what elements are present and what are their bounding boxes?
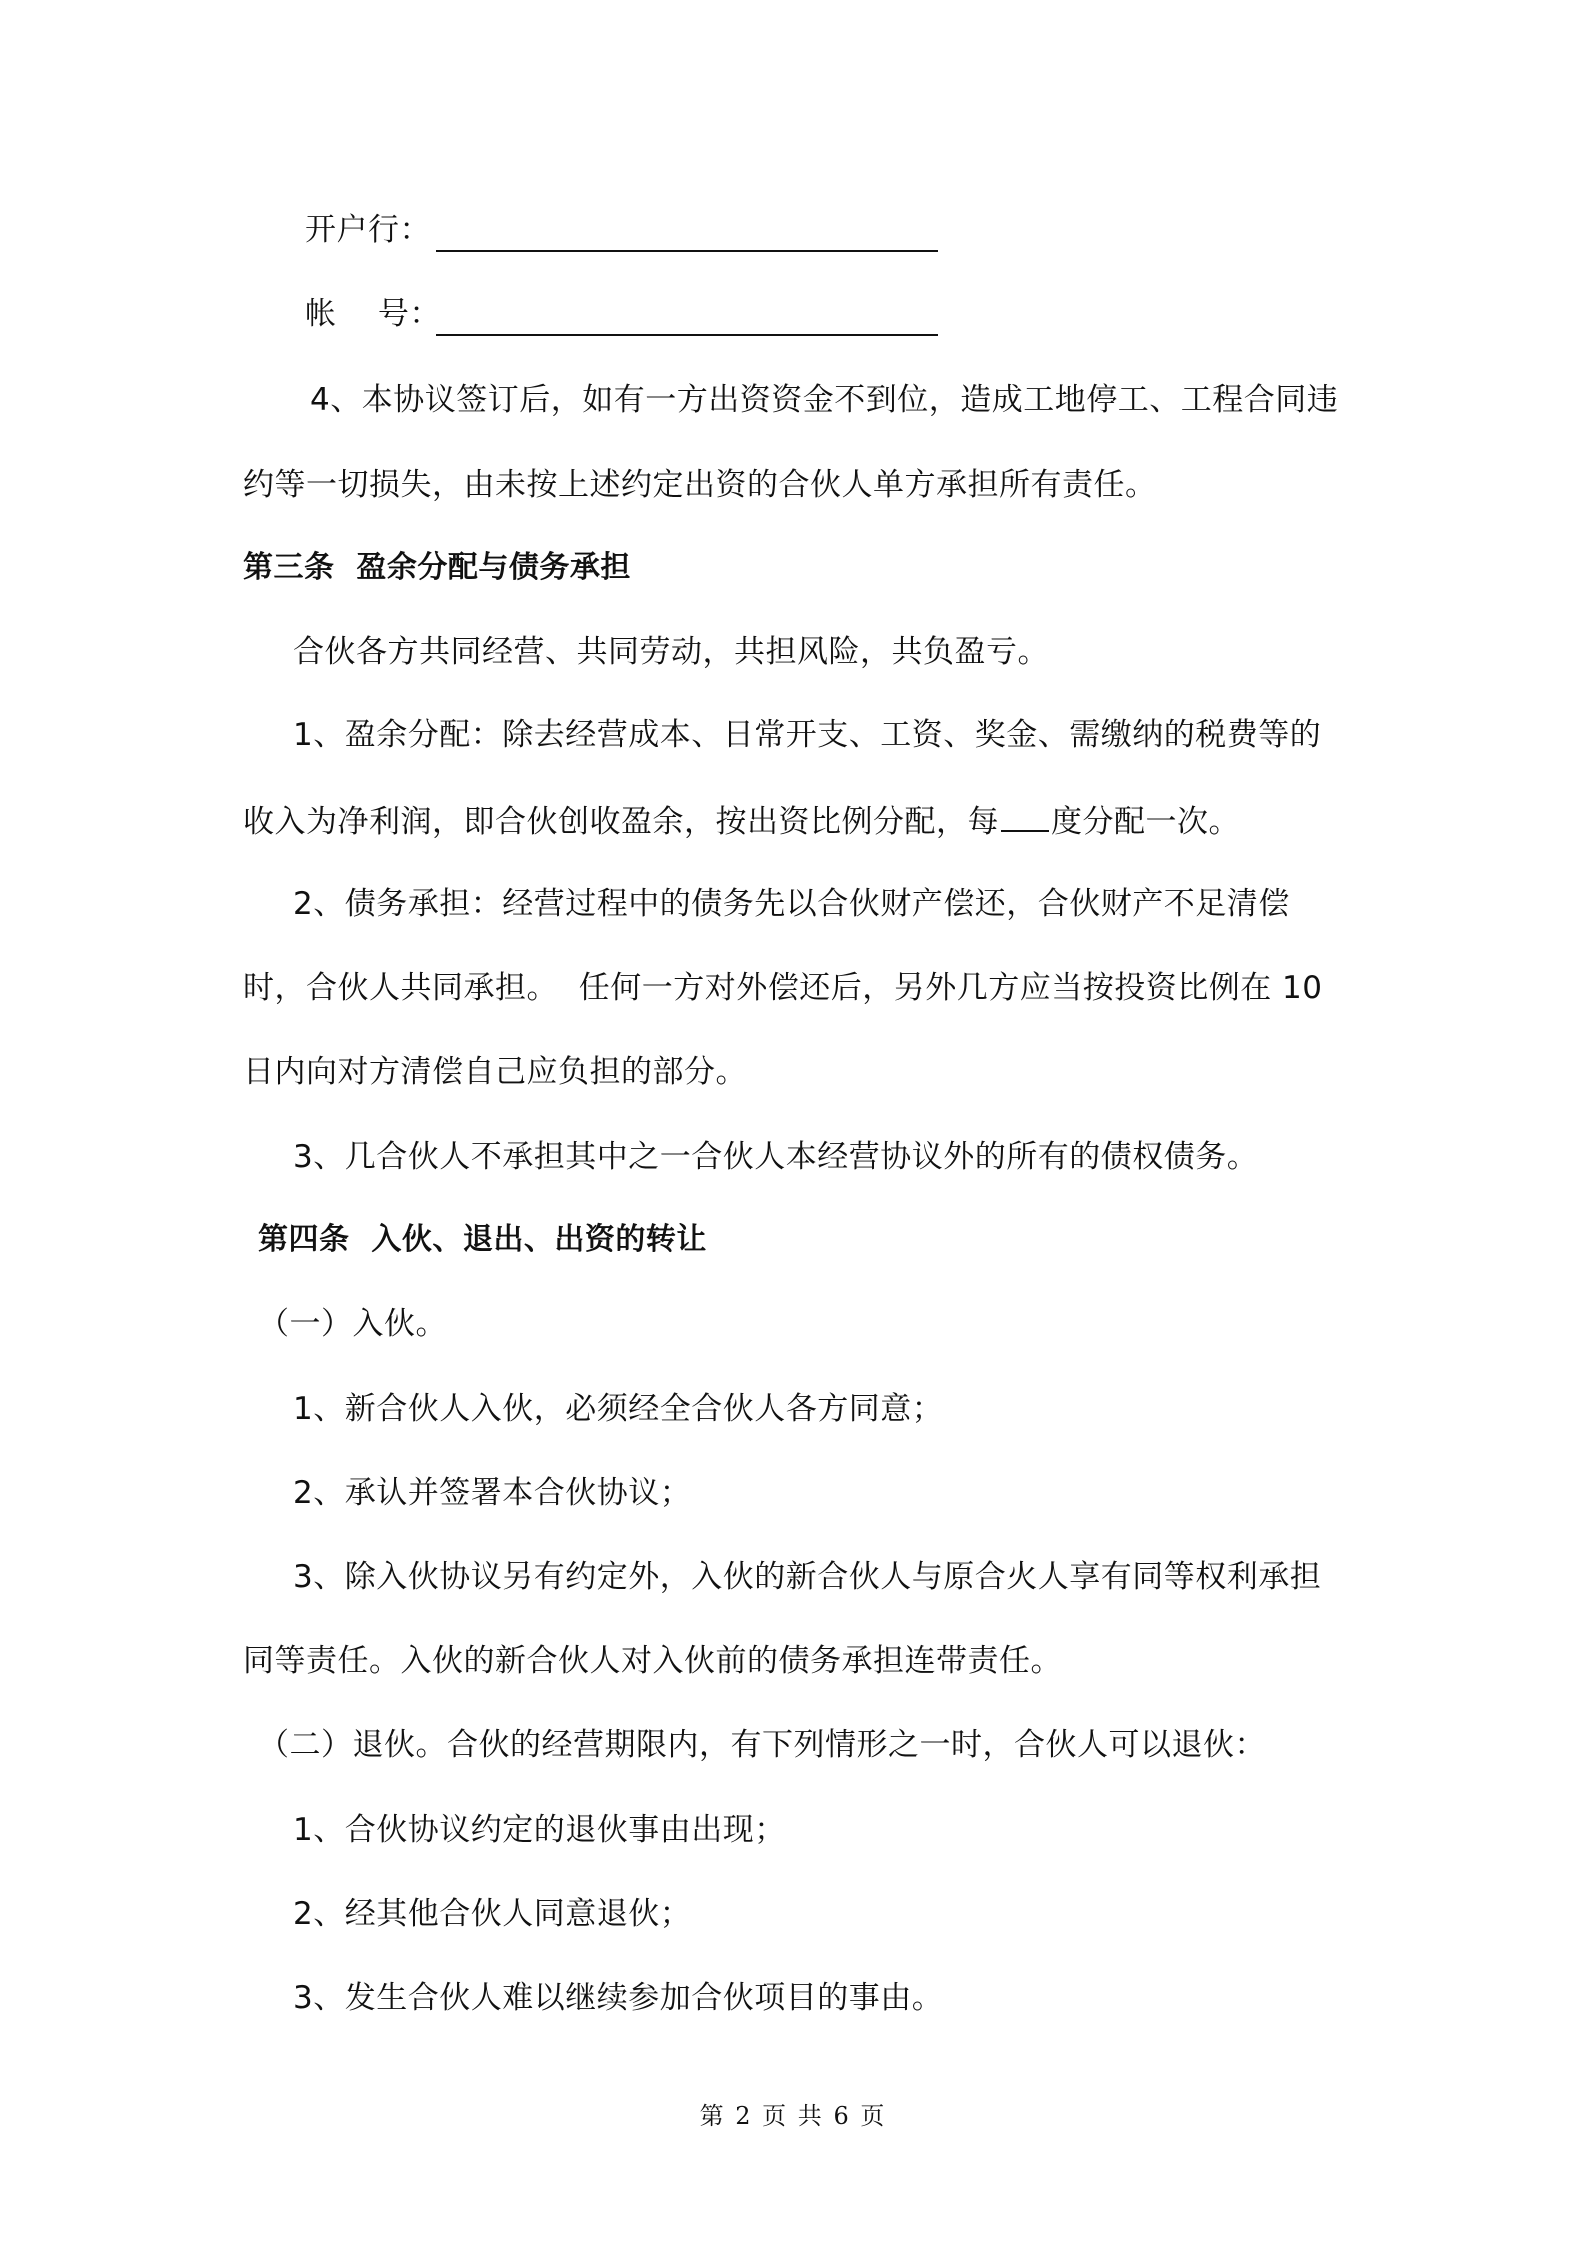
article-3-heading: 第三条 盈余分配与债务承担 — [243, 550, 631, 585]
paragraph-4-line-2: 约等一切损失，由未按上述约定出资的合伙人单方承担所有责任。 — [243, 467, 1157, 503]
article-3-item-2-line-3: 日内向对方清偿自己应负担的部分。 — [243, 1054, 747, 1090]
account-number-fill-line — [436, 334, 938, 336]
article-3-item-2-line-1: 2、债务承担：经营过程中的债务先以合伙财产偿还，合伙财产不足清偿 — [293, 886, 1290, 922]
page-number-footer: 第 2 页 共 6 页 — [699, 2102, 887, 2130]
article-3-item-1-line-2 — [243, 800, 1240, 842]
article-3-intro: 合伙各方共同经营、共同劳动，共担风险，共负盈亏。 — [293, 634, 1049, 670]
exit-item-1: 1、合伙协议约定的退伙事由出现； — [293, 1812, 786, 1848]
article-4-heading: 第四条 入伙、退出、出资的转让 — [258, 1222, 707, 1257]
article-3-item-3: 3、几合伙人不承担其中之一合伙人本经营协议外的所有的债权债务。 — [293, 1139, 1259, 1175]
period-blank — [1001, 800, 1049, 832]
bank-fill-line — [436, 250, 938, 252]
join-item-3-line-1: 3、除入伙协议另有约定外，入伙的新合伙人与原合火人享有同等权利承担 — [293, 1559, 1322, 1595]
join-item-3-line-2: 同等责任。入伙的新合伙人对入伙前的债务承担连带责任。 — [243, 1643, 1062, 1679]
item-1-text-a: 收入为净利润，即合伙创收盈余，按出资比例分配，每 — [243, 804, 999, 840]
exit-item-2: 2、经其他合伙人同意退伙； — [293, 1896, 692, 1932]
article-3-item-1-line-1: 1、盈余分配：除去经营成本、日常开支、工资、奖金、需缴纳的税费等的 — [293, 717, 1322, 753]
article-3-item-2-line-2: 时，合伙人共同承担。 任何一方对外偿还后，另外几方应当按投资比例在 10 — [243, 970, 1323, 1006]
paragraph-4-line-1: 4、本协议签订后，如有一方出资资金不到位，造成工地停工、工程合同违 — [310, 382, 1339, 418]
exit-heading: （二）退伙。合伙的经营期限内，有下列情形之一时，合伙人可以退伙： — [258, 1727, 1266, 1763]
join-heading: （一）入伙。 — [258, 1306, 447, 1342]
exit-item-3: 3、发生合伙人难以继续参加合伙项目的事由。 — [293, 1980, 944, 2016]
account-number-label: 帐 号： — [305, 296, 441, 332]
join-item-2: 2、承认并签署本合伙协议； — [293, 1475, 692, 1511]
item-1-text-b: 度分配一次。 — [1051, 804, 1240, 840]
join-item-1: 1、新合伙人入伙，必须经全合伙人各方同意； — [293, 1391, 944, 1427]
bank-label: 开户行： — [305, 212, 431, 248]
